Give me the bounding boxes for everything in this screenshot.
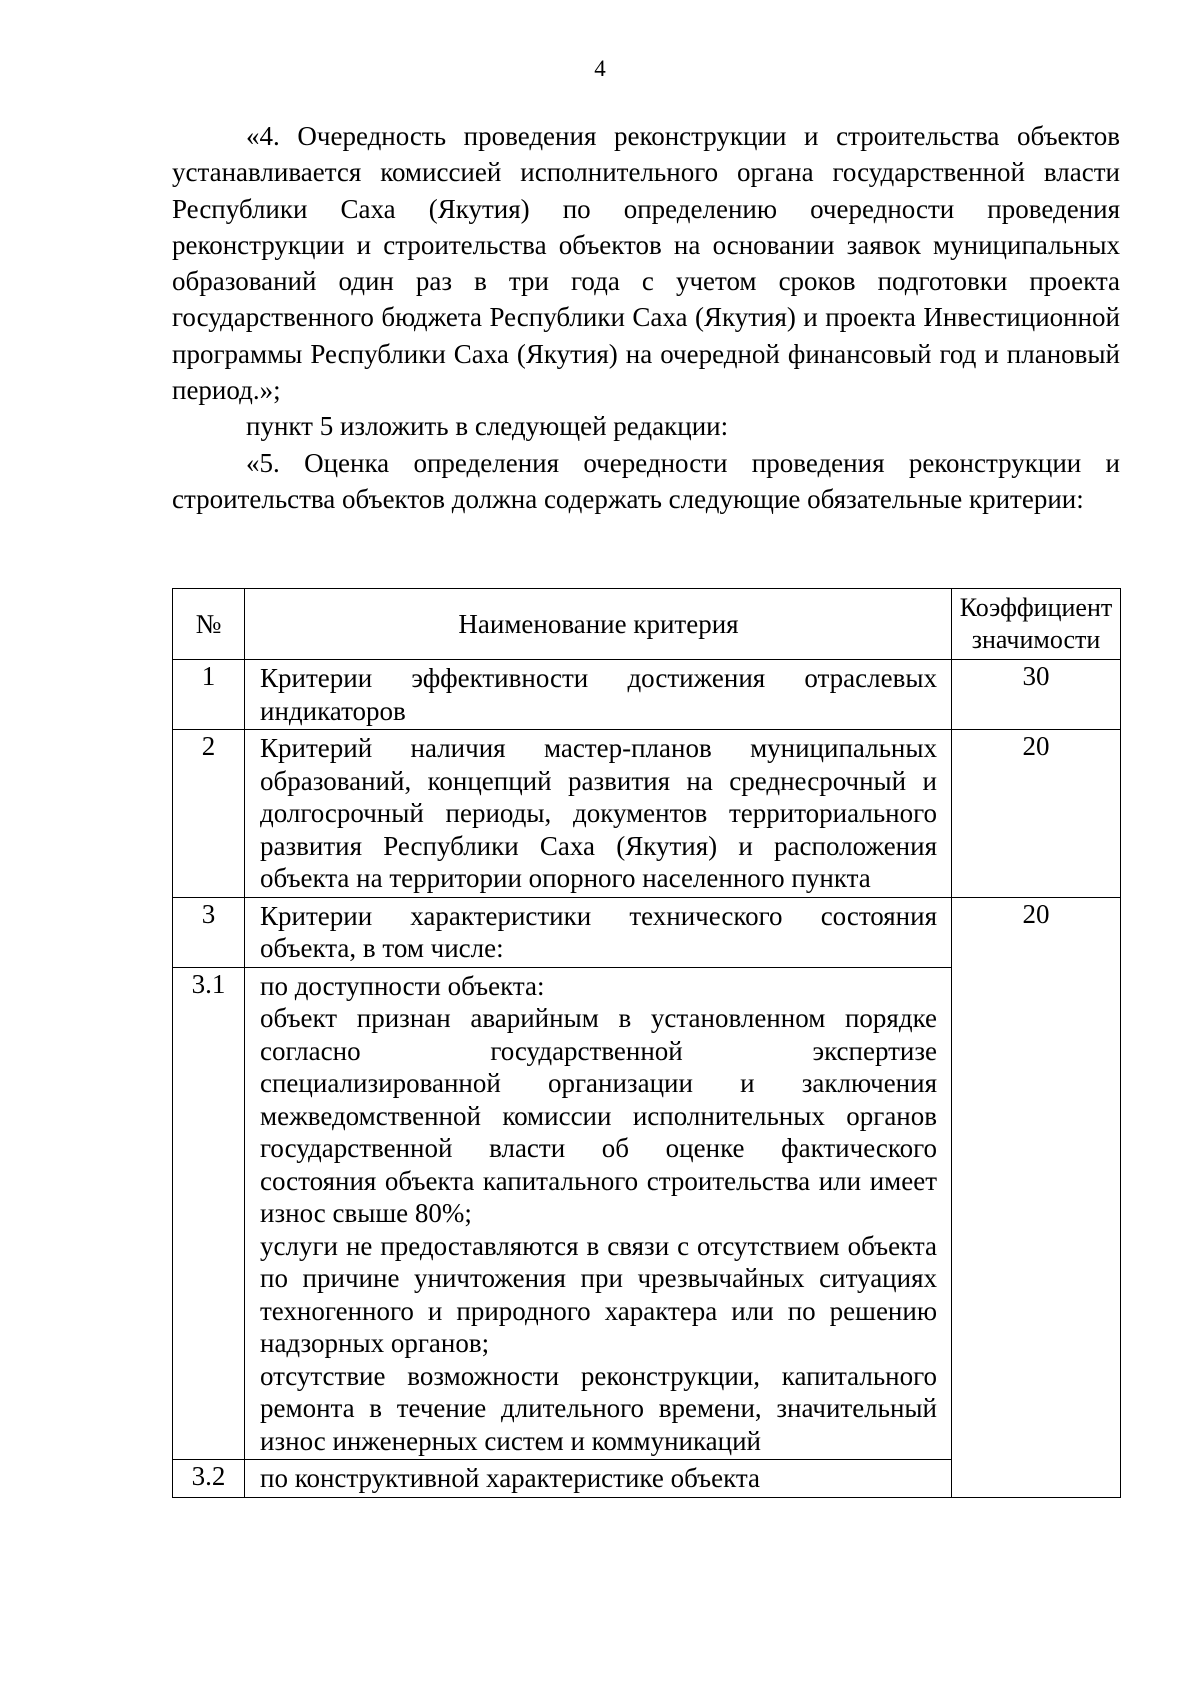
table-row (173, 897, 1121, 967)
row-number: 3.2 (173, 1460, 245, 1498)
criterion-text: объект признан аварийным в установленном порядке согласно государственной экспертизе специализированной организации и заключения межведомственной комиссии исполнительных органов государственной власти об оценке фактического состояния объекта капитального строительства или имеет износ свыше 80%; (260, 1003, 937, 1228)
row-coefficient: 20 (952, 730, 1121, 898)
criterion-text: Критерий наличия мастер-планов муниципальных образований, концепций развития на среднесрочный и долгосрочный периоды, документов территориального развития Республики Саха (Якутия) и расположения объекта на территории опорного населенного пункта (260, 733, 937, 893)
criterion-text: услуги не предоставляются в связи с отсутствием объекта по причине уничтожения при чрезвычайных ситуациях техногенного и природного характера или по решению надзорных органов; (260, 1230, 937, 1358)
row-criterion-name (245, 1460, 952, 1498)
criterion-text: Критерии эффективности достижения отраслевых индикаторов (260, 663, 937, 726)
table-row (173, 660, 1121, 730)
row-number: 1 (173, 660, 245, 730)
paragraph-clause-4: «4. Очередность проведения реконструкции и строительства объектов устанавливается комиссией исполнительного органа государственной власти Республики Саха (Якутия) по определению очередности проведения реконструкции и строительства объектов на основании заявок муниципальных образований один раз в три года с учетом сроков подготовки проекта государственного бюджета Республики Саха (Якутия) и проекта Инвестиционной программы Республики Саха (Якутия) на очередной финансовый год и плановый период.»; (172, 121, 1120, 406)
criterion-text: отсутствие возможности реконструкции, капитального ремонта в течение длительного времени, значительный износ инженерных систем и коммуникаций (260, 1360, 937, 1456)
row-criterion-name (245, 660, 952, 730)
table-row (173, 730, 1121, 898)
criterion-text: Критерии характеристики технического состояния объекта, в том числе: (260, 900, 937, 963)
page-number: 4 (594, 56, 606, 81)
criterion-text: по конструктивной характеристике объекта (260, 1463, 760, 1493)
row-number: 2 (173, 730, 245, 898)
row-coefficient: 30 (952, 660, 1121, 730)
row-criterion-name (245, 730, 952, 898)
table-header-row (173, 589, 1121, 660)
paragraph-amend-instruction: пункт 5 изложить в следующей редакции: (246, 411, 729, 442)
body-text (172, 118, 1120, 517)
header-significance-coefficient: Коэффициент значимости (952, 589, 1121, 660)
row-criterion-name (245, 967, 952, 1460)
header-criterion-name: Наименование критерия (245, 589, 952, 660)
row-number: 3.1 (173, 967, 245, 1460)
criteria-table (172, 588, 1121, 1498)
header-number: № (173, 589, 245, 660)
row-criterion-name (245, 897, 952, 967)
criterion-text: по доступности объекта: (260, 970, 545, 1001)
paragraph-clause-5: «5. Оценка определения очередности проведения реконструкции и строительства объектов должна содержать следующие обязательные критерии: (172, 447, 1120, 514)
row-coefficient: 20 (952, 897, 1121, 1497)
row-number: 3 (173, 897, 245, 967)
